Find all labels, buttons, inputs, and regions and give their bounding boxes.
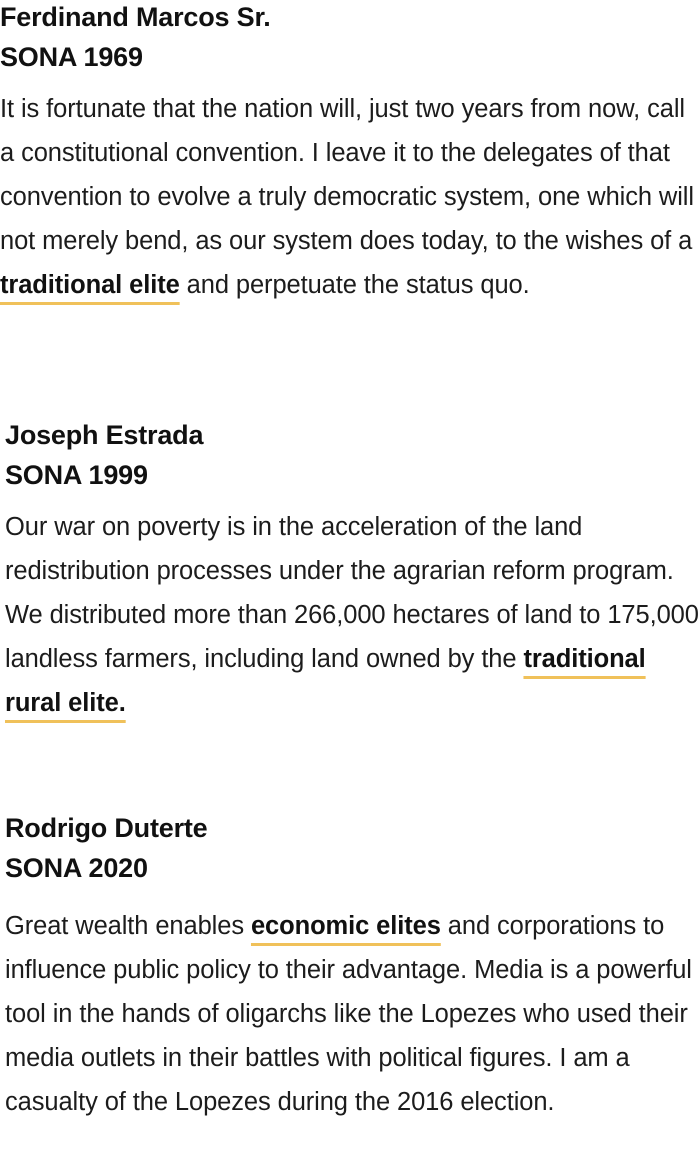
quote-block-duterte [5, 808, 700, 1124]
highlighted-phrase: traditional rural elite. [5, 645, 646, 717]
speaker-name: Rodrigo Duterte [5, 813, 208, 843]
speaker-heading [0, 0, 696, 77]
quote-text [0, 87, 696, 307]
speech-event: SONA 1969 [0, 42, 143, 72]
quote-text-before: Great wealth enables [5, 912, 251, 940]
speech-event: SONA 1999 [5, 460, 148, 490]
highlighted-phrase: traditional elite [0, 271, 180, 299]
speaker-heading [5, 808, 700, 888]
quote-text [5, 505, 700, 725]
quote-text-before: Our war on poverty is in the acceleration of the land redistribution processes under the agrarian reform program. We distributed more than 266,000 hectares of land to 175,000 landless farmers, including land owned by the [5, 513, 699, 673]
quote-block-marcos [0, 0, 696, 307]
quote-block-estrada [5, 415, 700, 725]
speaker-heading [5, 415, 700, 495]
highlighted-phrase: economic elites [250, 912, 441, 940]
speech-event: SONA 2020 [5, 853, 148, 883]
quote-text-after: and perpetuate the status quo. [179, 271, 530, 299]
quote-text [5, 904, 700, 1124]
quote-text-after: and corporations to influence public policy to their advantage. Media is a powerful tool in the hands of oligarchs like the Lopezes who used their media outlets in their battles with political figures. I am a casualty of the Lopezes during the 2016 election. [5, 912, 692, 1116]
speaker-name: Ferdinand Marcos Sr. [0, 2, 271, 32]
speaker-name: Joseph Estrada [5, 420, 204, 450]
quote-text-before: It is fortunate that the nation will, just two years from now, call a constitutional convention. I leave it to the delegates of that convention to evolve a truly democratic system, one which will not merely bend, as our system does today, to the wishes of a [0, 95, 694, 255]
